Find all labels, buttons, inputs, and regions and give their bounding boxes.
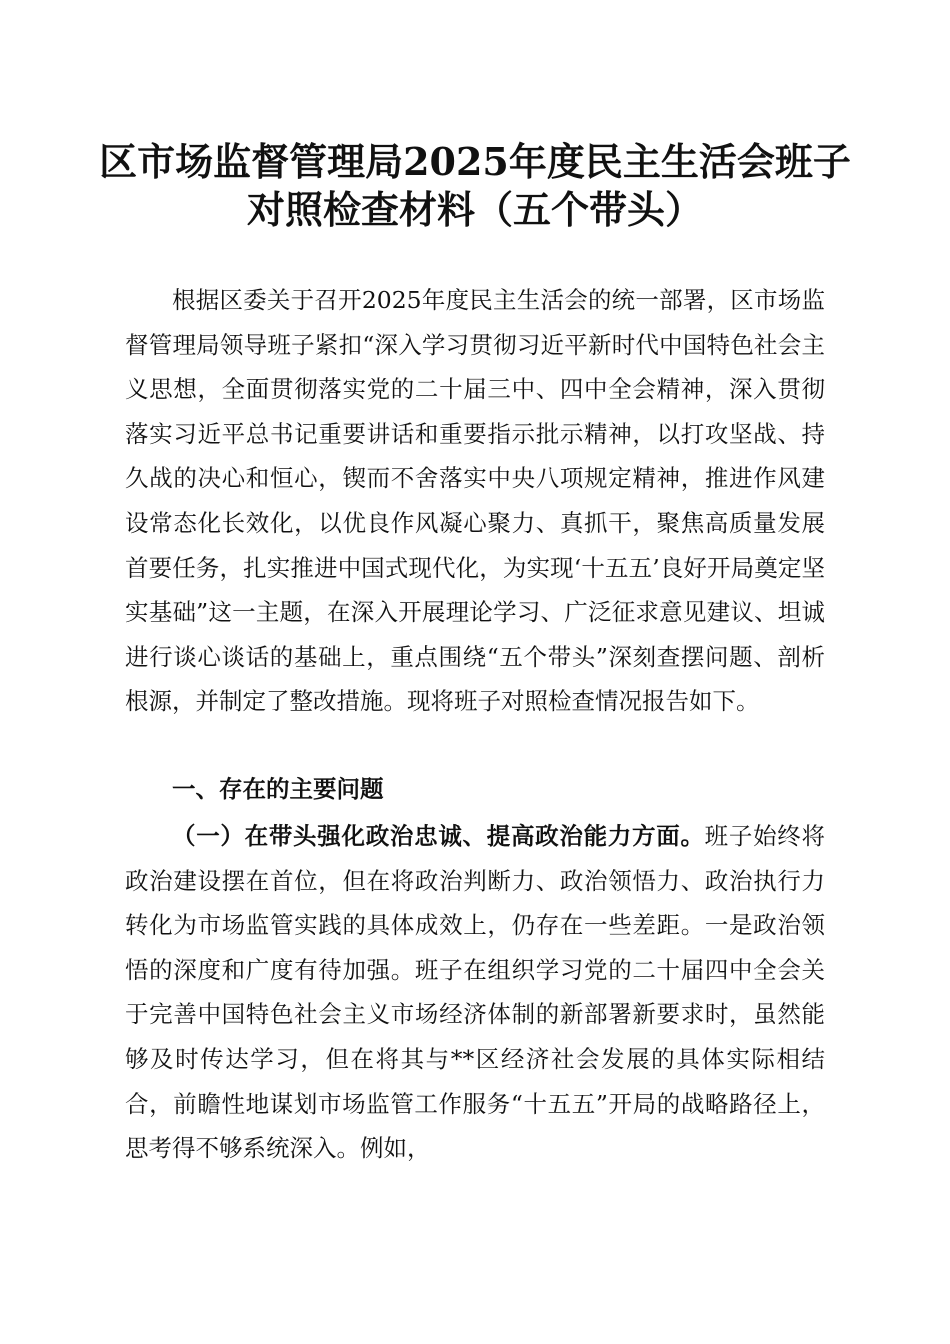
subsection-paragraph — [125, 814, 825, 1171]
document-title-line-1: 区市场监督管理局2025年度民主生活会班子 — [99, 139, 851, 184]
document-title-line-2: 对照检查材料（五个带头） — [246, 187, 703, 232]
subsection-lead: （一）在带头强化政治忠诚、提高政治能力方面。 — [172, 822, 705, 850]
subsection-text: 班子始终将政治建设摆在首位，但在将政治判断力、政治领悟力、政治执行力转化为市场监管实践的具体成效上，仍存在一些差距。一是政治领悟的深度和广度有待加强。班子在组织学习党的二十届四中全会关于完善中国特色社会主义市场经济体制的新部署新要求时，虽然能够及时传达学习，但在将其与**区经济社会发展的具体实际相结合，前瞻性地谋划市场监管工作服务“十五五”开局的战略路径上，思考得不够系统深入。例如， — [125, 822, 826, 1163]
section-heading: 一、存在的主要问题 — [172, 775, 384, 803]
intro-paragraph: 根据区委关于召开2025年度民主生活会的统一部署，区市场监督管理局领导班子紧扣“深入学习贯彻习近平新时代中国特色社会主义思想，全面贯彻落实党的二十届三中、四中全会精神，深入贯彻落实习近平总书记重要讲话和重要指示批示精神，以打攻坚战、持久战的决心和恒心，锲而不舍落实中央八项规定精神，推进作风建设常态化长效化，以优良作风凝心聚力、真抓干，聚焦高质量发展首要任务，扎实推进中国式现代化，为实现‘十五五’良好开局奠定坚实基础”这一主题，在深入开展理论学习、广泛征求意见建议、坦诚进行谈心谈话的基础上，重点围绕“五个带头”深刻查摆问题、剖析根源，并制定了整改措施。现将班子对照检查情况报告如下。 — [125, 286, 825, 716]
